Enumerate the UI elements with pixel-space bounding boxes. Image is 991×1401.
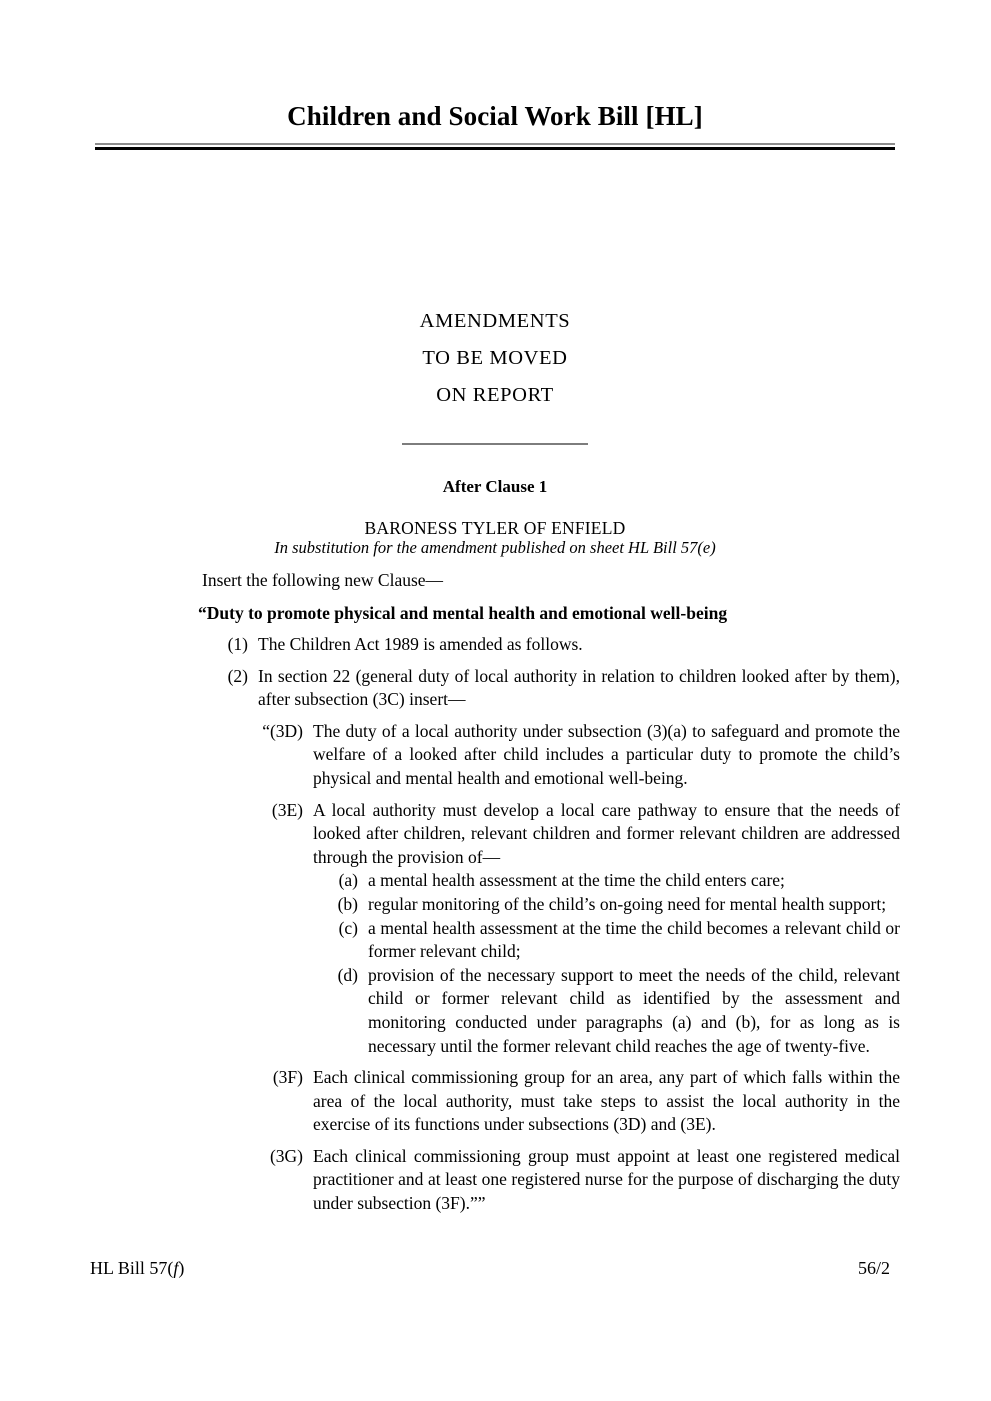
clause-text: The Children Act 1989 is amended as follows.	[258, 634, 583, 654]
title-rule-thick	[95, 147, 895, 150]
clause-item	[218, 633, 900, 657]
subsection-label: (3G)	[269, 1145, 303, 1166]
heading-on-report: ON REPORT	[436, 384, 554, 406]
subsection-label: “(3D)	[262, 720, 303, 741]
paragraph-label: (c)	[338, 917, 358, 938]
subsection-label: (3F)	[272, 1067, 303, 1088]
paragraph-item	[300, 917, 900, 964]
heading-to-be-moved: TO BE MOVED	[422, 347, 568, 369]
bill-reference-prefix: HL Bill 57(	[90, 1258, 174, 1278]
after-clause-heading: After Clause 1	[442, 477, 548, 496]
paragraph-text: a mental health assessment at the time the child becomes a relevant child or former relevant child;	[368, 917, 900, 962]
paragraph-label: (b)	[337, 893, 358, 914]
paragraph-label: (d)	[337, 964, 358, 985]
clause-label: (2)	[227, 665, 248, 686]
paragraph-item	[300, 869, 900, 893]
insert-instruction: Insert the following new Clause—	[202, 570, 444, 590]
subsection-item	[238, 799, 900, 870]
clause-label: (1)	[227, 634, 248, 654]
page-title: Children and Social Work Bill [HL]	[287, 101, 703, 131]
new-clause-heading: “Duty to promote physical and mental health and emotional well-being	[198, 603, 728, 623]
clause-text: In section 22 (general duty of local authority in relation to children looked after by them), after subsection (3C) insert—	[258, 665, 900, 710]
paragraph-label: (a)	[338, 870, 358, 891]
subsection-item	[238, 1066, 900, 1137]
substitution-note: In substitution for the amendment published on sheet HL Bill 57(e)	[274, 538, 716, 557]
clause-item	[218, 665, 900, 712]
bill-reference	[90, 1258, 184, 1279]
bill-reference-suffix: )	[178, 1258, 185, 1278]
paragraph-item	[300, 964, 900, 1058]
paragraph-text: a mental health assessment at the time the child enters care;	[368, 870, 785, 891]
heading-block	[95, 303, 895, 453]
section-divider-rule	[402, 443, 588, 445]
amendment-body	[0, 568, 991, 1216]
title-rule-thin	[95, 143, 895, 145]
paragraph-text: regular monitoring of the child’s on-going need for mental health support;	[368, 893, 887, 914]
page-footer	[90, 1258, 890, 1279]
subsection-text: The duty of a local authority under subsection (3)(a) to safeguard and promote the welfare of a looked after child includes a particular duty to promote the child’s physical and mental health and emotional well-being.	[313, 720, 900, 788]
page-reference: 56/2	[857, 1258, 890, 1278]
subsection-item	[238, 1145, 900, 1216]
amendment-sponsor: BARONESS TYLER OF ENFIELD	[364, 518, 626, 538]
heading-amendments: AMENDMENTS	[419, 310, 571, 332]
section-divider-wrap	[95, 435, 895, 453]
subsection-text: Each clinical commissioning group for an area, any part of which falls within the area of the local authority, must take steps to assist the local authority in the exercise of its functions under subsections (3D) and (3E).	[313, 1067, 900, 1135]
subsection-text: A local authority must develop a local care pathway to ensure that the needs of looked after children, relevant children and former relevant children are addressed through the provision of—	[313, 799, 900, 867]
subsection-item	[238, 720, 900, 791]
paragraph-text: provision of the necessary support to meet the needs of the child, relevant child or former relevant child as identified by the assessment and monitoring conducted under paragraphs (a) and (b), for as long as is necessary until the former relevant child reaches the age of twenty-five.	[368, 964, 900, 1056]
title-block	[95, 100, 895, 150]
subsection-text: Each clinical commissioning group must appoint at least one registered medical practitioner and at least one registered nurse for the purpose of discharging the duty under subsection (3F).””	[313, 1145, 900, 1214]
subsection-label: (3E)	[271, 799, 303, 820]
paragraph-item	[300, 893, 900, 917]
bill-reference-italic: f	[173, 1258, 179, 1278]
